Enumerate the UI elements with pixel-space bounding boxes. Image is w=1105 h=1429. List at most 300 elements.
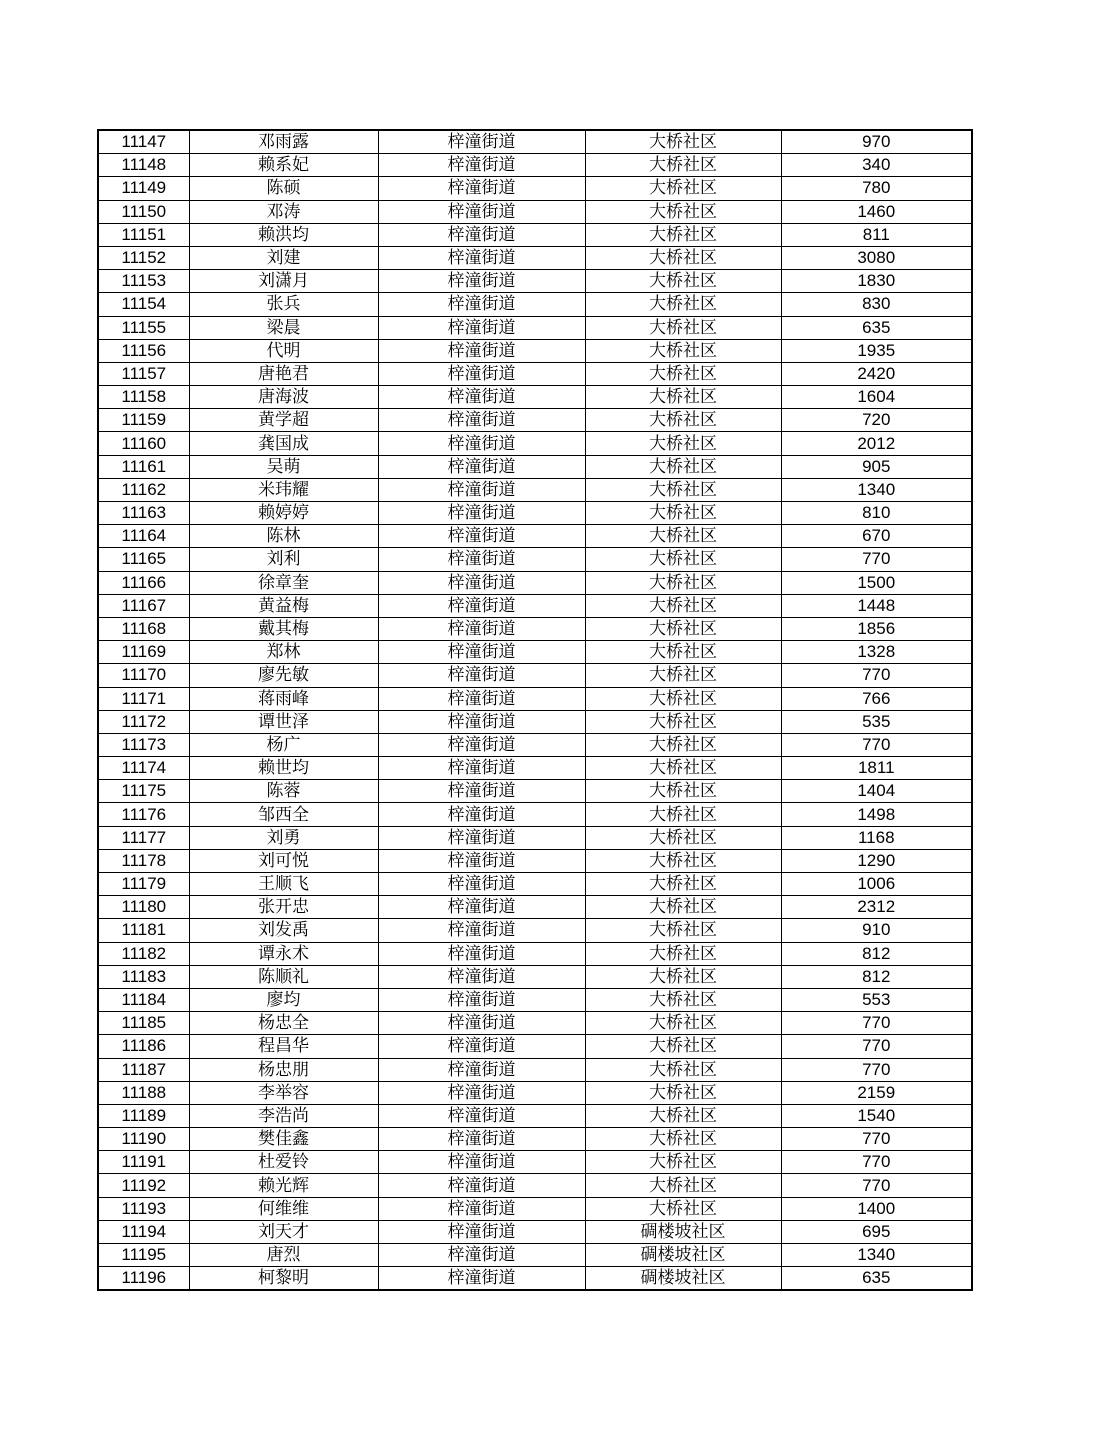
- amount-cell: 1498: [781, 803, 972, 826]
- amount-cell: 812: [781, 965, 972, 988]
- community-cell: 大桥社区: [585, 1151, 781, 1174]
- street-cell: 梓潼街道: [378, 1174, 585, 1197]
- community-cell: 大桥社区: [585, 177, 781, 200]
- row-number-cell: 11148: [98, 154, 189, 177]
- row-number-cell: 11168: [98, 617, 189, 640]
- amount-cell: 905: [781, 455, 972, 478]
- table-row: [98, 873, 972, 896]
- data-table: [97, 129, 973, 1291]
- name-cell: 赖世均: [189, 757, 378, 780]
- row-number-cell: 11155: [98, 316, 189, 339]
- table-row: [98, 1128, 972, 1151]
- row-number-cell: 11178: [98, 849, 189, 872]
- row-number-cell: 11176: [98, 803, 189, 826]
- row-number-cell: 11165: [98, 548, 189, 571]
- name-cell: 柯黎明: [189, 1267, 378, 1291]
- street-cell: 梓潼街道: [378, 1058, 585, 1081]
- row-number-cell: 11179: [98, 873, 189, 896]
- amount-cell: 770: [781, 1012, 972, 1035]
- name-cell: 陈林: [189, 525, 378, 548]
- table-row: [98, 548, 972, 571]
- row-number-cell: 11162: [98, 478, 189, 501]
- name-cell: 赖婷婷: [189, 502, 378, 525]
- name-cell: 唐艳君: [189, 362, 378, 385]
- street-cell: 梓潼街道: [378, 432, 585, 455]
- row-number-cell: 11153: [98, 270, 189, 293]
- street-cell: 梓潼街道: [378, 733, 585, 756]
- row-number-cell: 11161: [98, 455, 189, 478]
- community-cell: 大桥社区: [585, 873, 781, 896]
- amount-cell: 535: [781, 710, 972, 733]
- table-row: [98, 223, 972, 246]
- amount-cell: 770: [781, 1035, 972, 1058]
- table-row: [98, 409, 972, 432]
- community-cell: 大桥社区: [585, 988, 781, 1011]
- street-cell: 梓潼街道: [378, 548, 585, 571]
- community-cell: 大桥社区: [585, 339, 781, 362]
- community-cell: 大桥社区: [585, 293, 781, 316]
- row-number-cell: 11175: [98, 780, 189, 803]
- street-cell: 梓潼街道: [378, 571, 585, 594]
- row-number-cell: 11150: [98, 200, 189, 223]
- street-cell: 梓潼街道: [378, 988, 585, 1011]
- table-row: [98, 246, 972, 269]
- community-cell: 大桥社区: [585, 710, 781, 733]
- name-cell: 郑林: [189, 641, 378, 664]
- table-row: [98, 525, 972, 548]
- community-cell: 大桥社区: [585, 432, 781, 455]
- row-number-cell: 11191: [98, 1151, 189, 1174]
- community-cell: 大桥社区: [585, 130, 781, 154]
- table-row: [98, 270, 972, 293]
- name-cell: 杨忠朋: [189, 1058, 378, 1081]
- amount-cell: 811: [781, 223, 972, 246]
- row-number-cell: 11182: [98, 942, 189, 965]
- table-row: [98, 1012, 972, 1035]
- street-cell: 梓潼街道: [378, 594, 585, 617]
- community-cell: 大桥社区: [585, 1197, 781, 1220]
- name-cell: 张兵: [189, 293, 378, 316]
- street-cell: 梓潼街道: [378, 177, 585, 200]
- table-row: [98, 780, 972, 803]
- table-row: [98, 849, 972, 872]
- amount-cell: 1935: [781, 339, 972, 362]
- street-cell: 梓潼街道: [378, 873, 585, 896]
- amount-cell: 1340: [781, 478, 972, 501]
- name-cell: 杜爱铃: [189, 1151, 378, 1174]
- table-row: [98, 293, 972, 316]
- street-cell: 梓潼街道: [378, 1151, 585, 1174]
- row-number-cell: 11166: [98, 571, 189, 594]
- community-cell: 大桥社区: [585, 316, 781, 339]
- street-cell: 梓潼街道: [378, 339, 585, 362]
- street-cell: 梓潼街道: [378, 1220, 585, 1243]
- name-cell: 刘天才: [189, 1220, 378, 1243]
- name-cell: 刘利: [189, 548, 378, 571]
- table-row: [98, 478, 972, 501]
- community-cell: 大桥社区: [585, 223, 781, 246]
- table-row: [98, 1035, 972, 1058]
- name-cell: 王顺飞: [189, 873, 378, 896]
- row-number-cell: 11172: [98, 710, 189, 733]
- community-cell: 大桥社区: [585, 154, 781, 177]
- table-row: [98, 617, 972, 640]
- community-cell: 大桥社区: [585, 270, 781, 293]
- name-cell: 徐章奎: [189, 571, 378, 594]
- amount-cell: 695: [781, 1220, 972, 1243]
- name-cell: 米玮耀: [189, 478, 378, 501]
- amount-cell: 1811: [781, 757, 972, 780]
- community-cell: 大桥社区: [585, 594, 781, 617]
- amount-cell: 970: [781, 130, 972, 154]
- name-cell: 谭永术: [189, 942, 378, 965]
- name-cell: 唐海波: [189, 386, 378, 409]
- amount-cell: 1540: [781, 1104, 972, 1127]
- row-number-cell: 11174: [98, 757, 189, 780]
- community-cell: 大桥社区: [585, 942, 781, 965]
- name-cell: 刘建: [189, 246, 378, 269]
- community-cell: 大桥社区: [585, 664, 781, 687]
- row-number-cell: 11181: [98, 919, 189, 942]
- community-cell: 大桥社区: [585, 849, 781, 872]
- community-cell: 大桥社区: [585, 478, 781, 501]
- name-cell: 刘勇: [189, 826, 378, 849]
- street-cell: 梓潼街道: [378, 919, 585, 942]
- community-cell: 大桥社区: [585, 409, 781, 432]
- amount-cell: 670: [781, 525, 972, 548]
- table-body: [98, 130, 972, 1290]
- row-number-cell: 11177: [98, 826, 189, 849]
- row-number-cell: 11183: [98, 965, 189, 988]
- name-cell: 梁晨: [189, 316, 378, 339]
- amount-cell: 1500: [781, 571, 972, 594]
- name-cell: 程昌华: [189, 1035, 378, 1058]
- name-cell: 刘可悦: [189, 849, 378, 872]
- street-cell: 梓潼街道: [378, 223, 585, 246]
- street-cell: 梓潼街道: [378, 409, 585, 432]
- amount-cell: 1460: [781, 200, 972, 223]
- name-cell: 李浩尚: [189, 1104, 378, 1127]
- community-cell: 大桥社区: [585, 200, 781, 223]
- street-cell: 梓潼街道: [378, 617, 585, 640]
- amount-cell: 780: [781, 177, 972, 200]
- community-cell: 大桥社区: [585, 780, 781, 803]
- table-row: [98, 942, 972, 965]
- table-row: [98, 502, 972, 525]
- street-cell: 梓潼街道: [378, 757, 585, 780]
- table-row: [98, 1220, 972, 1243]
- community-cell: 大桥社区: [585, 965, 781, 988]
- table-row: [98, 362, 972, 385]
- street-cell: 梓潼街道: [378, 1104, 585, 1127]
- table-row: [98, 386, 972, 409]
- amount-cell: 1328: [781, 641, 972, 664]
- table-row: [98, 177, 972, 200]
- table-row: [98, 1267, 972, 1291]
- table-row: [98, 641, 972, 664]
- community-cell: 大桥社区: [585, 641, 781, 664]
- row-number-cell: 11173: [98, 733, 189, 756]
- amount-cell: 770: [781, 548, 972, 571]
- row-number-cell: 11188: [98, 1081, 189, 1104]
- community-cell: 碉楼坡社区: [585, 1220, 781, 1243]
- name-cell: 邓涛: [189, 200, 378, 223]
- street-cell: 梓潼街道: [378, 664, 585, 687]
- street-cell: 梓潼街道: [378, 965, 585, 988]
- table-row: [98, 919, 972, 942]
- row-number-cell: 11170: [98, 664, 189, 687]
- name-cell: 赖系妃: [189, 154, 378, 177]
- street-cell: 梓潼街道: [378, 316, 585, 339]
- name-cell: 廖先敏: [189, 664, 378, 687]
- community-cell: 大桥社区: [585, 803, 781, 826]
- name-cell: 杨忠全: [189, 1012, 378, 1035]
- amount-cell: 910: [781, 919, 972, 942]
- row-number-cell: 11163: [98, 502, 189, 525]
- street-cell: 梓潼街道: [378, 293, 585, 316]
- table-row: [98, 1151, 972, 1174]
- community-cell: 大桥社区: [585, 617, 781, 640]
- table-row: [98, 664, 972, 687]
- name-cell: 谭世泽: [189, 710, 378, 733]
- name-cell: 蒋雨峰: [189, 687, 378, 710]
- table-row: [98, 1244, 972, 1267]
- amount-cell: 770: [781, 664, 972, 687]
- street-cell: 梓潼街道: [378, 502, 585, 525]
- community-cell: 大桥社区: [585, 1128, 781, 1151]
- street-cell: 梓潼街道: [378, 1244, 585, 1267]
- name-cell: 黄学超: [189, 409, 378, 432]
- amount-cell: 340: [781, 154, 972, 177]
- name-cell: 代明: [189, 339, 378, 362]
- community-cell: 大桥社区: [585, 826, 781, 849]
- community-cell: 大桥社区: [585, 1104, 781, 1127]
- row-number-cell: 11160: [98, 432, 189, 455]
- row-number-cell: 11189: [98, 1104, 189, 1127]
- amount-cell: 766: [781, 687, 972, 710]
- name-cell: 何维维: [189, 1197, 378, 1220]
- street-cell: 梓潼街道: [378, 478, 585, 501]
- street-cell: 梓潼街道: [378, 525, 585, 548]
- row-number-cell: 11194: [98, 1220, 189, 1243]
- amount-cell: 770: [781, 1151, 972, 1174]
- name-cell: 黄益梅: [189, 594, 378, 617]
- community-cell: 大桥社区: [585, 896, 781, 919]
- street-cell: 梓潼街道: [378, 780, 585, 803]
- name-cell: 刘发禹: [189, 919, 378, 942]
- community-cell: 大桥社区: [585, 246, 781, 269]
- table-row: [98, 733, 972, 756]
- community-cell: 大桥社区: [585, 455, 781, 478]
- table-row: [98, 757, 972, 780]
- name-cell: 陈蓉: [189, 780, 378, 803]
- street-cell: 梓潼街道: [378, 687, 585, 710]
- row-number-cell: 11171: [98, 687, 189, 710]
- table-row: [98, 896, 972, 919]
- amount-cell: 830: [781, 293, 972, 316]
- table-row: [98, 339, 972, 362]
- street-cell: 梓潼街道: [378, 362, 585, 385]
- row-number-cell: 11154: [98, 293, 189, 316]
- community-cell: 大桥社区: [585, 757, 781, 780]
- table-row: [98, 803, 972, 826]
- amount-cell: 1168: [781, 826, 972, 849]
- street-cell: 梓潼街道: [378, 270, 585, 293]
- table-row: [98, 1197, 972, 1220]
- table-row: [98, 455, 972, 478]
- row-number-cell: 11190: [98, 1128, 189, 1151]
- street-cell: 梓潼街道: [378, 1267, 585, 1291]
- row-number-cell: 11164: [98, 525, 189, 548]
- community-cell: 大桥社区: [585, 1058, 781, 1081]
- amount-cell: 553: [781, 988, 972, 1011]
- amount-cell: 1856: [781, 617, 972, 640]
- community-cell: 大桥社区: [585, 525, 781, 548]
- amount-cell: 1830: [781, 270, 972, 293]
- name-cell: 吴萌: [189, 455, 378, 478]
- street-cell: 梓潼街道: [378, 154, 585, 177]
- amount-cell: 720: [781, 409, 972, 432]
- row-number-cell: 11185: [98, 1012, 189, 1035]
- row-number-cell: 11192: [98, 1174, 189, 1197]
- table-row: [98, 1104, 972, 1127]
- table-row: [98, 710, 972, 733]
- name-cell: 樊佳鑫: [189, 1128, 378, 1151]
- amount-cell: 2420: [781, 362, 972, 385]
- amount-cell: 2012: [781, 432, 972, 455]
- name-cell: 邓雨露: [189, 130, 378, 154]
- table-row: [98, 965, 972, 988]
- community-cell: 大桥社区: [585, 687, 781, 710]
- table-row: [98, 200, 972, 223]
- amount-cell: 1604: [781, 386, 972, 409]
- amount-cell: 1006: [781, 873, 972, 896]
- name-cell: 陈顺礼: [189, 965, 378, 988]
- community-cell: 大桥社区: [585, 733, 781, 756]
- table-row: [98, 1058, 972, 1081]
- name-cell: 戴其梅: [189, 617, 378, 640]
- row-number-cell: 11184: [98, 988, 189, 1011]
- community-cell: 大桥社区: [585, 571, 781, 594]
- row-number-cell: 11147: [98, 130, 189, 154]
- amount-cell: 812: [781, 942, 972, 965]
- amount-cell: 1400: [781, 1197, 972, 1220]
- table-row: [98, 594, 972, 617]
- community-cell: 大桥社区: [585, 548, 781, 571]
- community-cell: 大桥社区: [585, 919, 781, 942]
- row-number-cell: 11196: [98, 1267, 189, 1291]
- amount-cell: 2159: [781, 1081, 972, 1104]
- row-number-cell: 11151: [98, 223, 189, 246]
- street-cell: 梓潼街道: [378, 896, 585, 919]
- street-cell: 梓潼街道: [378, 246, 585, 269]
- row-number-cell: 11158: [98, 386, 189, 409]
- name-cell: 邹西全: [189, 803, 378, 826]
- name-cell: 张开忠: [189, 896, 378, 919]
- table-row: [98, 130, 972, 154]
- street-cell: 梓潼街道: [378, 641, 585, 664]
- community-cell: 碉楼坡社区: [585, 1244, 781, 1267]
- amount-cell: 1448: [781, 594, 972, 617]
- table-row: [98, 1081, 972, 1104]
- street-cell: 梓潼街道: [378, 1081, 585, 1104]
- amount-cell: 1290: [781, 849, 972, 872]
- street-cell: 梓潼街道: [378, 826, 585, 849]
- row-number-cell: 11167: [98, 594, 189, 617]
- table-row: [98, 432, 972, 455]
- row-number-cell: 11180: [98, 896, 189, 919]
- community-cell: 大桥社区: [585, 386, 781, 409]
- community-cell: 大桥社区: [585, 1174, 781, 1197]
- row-number-cell: 11156: [98, 339, 189, 362]
- community-cell: 大桥社区: [585, 362, 781, 385]
- table-row: [98, 316, 972, 339]
- community-cell: 大桥社区: [585, 1081, 781, 1104]
- table-row: [98, 154, 972, 177]
- amount-cell: 1340: [781, 1244, 972, 1267]
- amount-cell: 1404: [781, 780, 972, 803]
- street-cell: 梓潼街道: [378, 1035, 585, 1058]
- table-row: [98, 687, 972, 710]
- table-row: [98, 1174, 972, 1197]
- row-number-cell: 11157: [98, 362, 189, 385]
- amount-cell: 770: [781, 1128, 972, 1151]
- row-number-cell: 11169: [98, 641, 189, 664]
- amount-cell: 770: [781, 1058, 972, 1081]
- name-cell: 刘潇月: [189, 270, 378, 293]
- row-number-cell: 11149: [98, 177, 189, 200]
- name-cell: 廖均: [189, 988, 378, 1011]
- row-number-cell: 11186: [98, 1035, 189, 1058]
- row-number-cell: 11159: [98, 409, 189, 432]
- table-row: [98, 988, 972, 1011]
- street-cell: 梓潼街道: [378, 849, 585, 872]
- street-cell: 梓潼街道: [378, 200, 585, 223]
- table-row: [98, 826, 972, 849]
- community-cell: 碉楼坡社区: [585, 1267, 781, 1291]
- street-cell: 梓潼街道: [378, 130, 585, 154]
- name-cell: 赖洪均: [189, 223, 378, 246]
- name-cell: 杨广: [189, 733, 378, 756]
- street-cell: 梓潼街道: [378, 942, 585, 965]
- street-cell: 梓潼街道: [378, 386, 585, 409]
- name-cell: 唐烈: [189, 1244, 378, 1267]
- row-number-cell: 11152: [98, 246, 189, 269]
- amount-cell: 635: [781, 1267, 972, 1291]
- street-cell: 梓潼街道: [378, 1128, 585, 1151]
- street-cell: 梓潼街道: [378, 710, 585, 733]
- amount-cell: 3080: [781, 246, 972, 269]
- table-row: [98, 571, 972, 594]
- amount-cell: 770: [781, 733, 972, 756]
- street-cell: 梓潼街道: [378, 455, 585, 478]
- street-cell: 梓潼街道: [378, 803, 585, 826]
- amount-cell: 635: [781, 316, 972, 339]
- street-cell: 梓潼街道: [378, 1197, 585, 1220]
- row-number-cell: 11187: [98, 1058, 189, 1081]
- community-cell: 大桥社区: [585, 1035, 781, 1058]
- name-cell: 龚国成: [189, 432, 378, 455]
- street-cell: 梓潼街道: [378, 1012, 585, 1035]
- amount-cell: 810: [781, 502, 972, 525]
- amount-cell: 2312: [781, 896, 972, 919]
- name-cell: 陈硕: [189, 177, 378, 200]
- name-cell: 李举容: [189, 1081, 378, 1104]
- row-number-cell: 11195: [98, 1244, 189, 1267]
- row-number-cell: 11193: [98, 1197, 189, 1220]
- name-cell: 赖光辉: [189, 1174, 378, 1197]
- community-cell: 大桥社区: [585, 502, 781, 525]
